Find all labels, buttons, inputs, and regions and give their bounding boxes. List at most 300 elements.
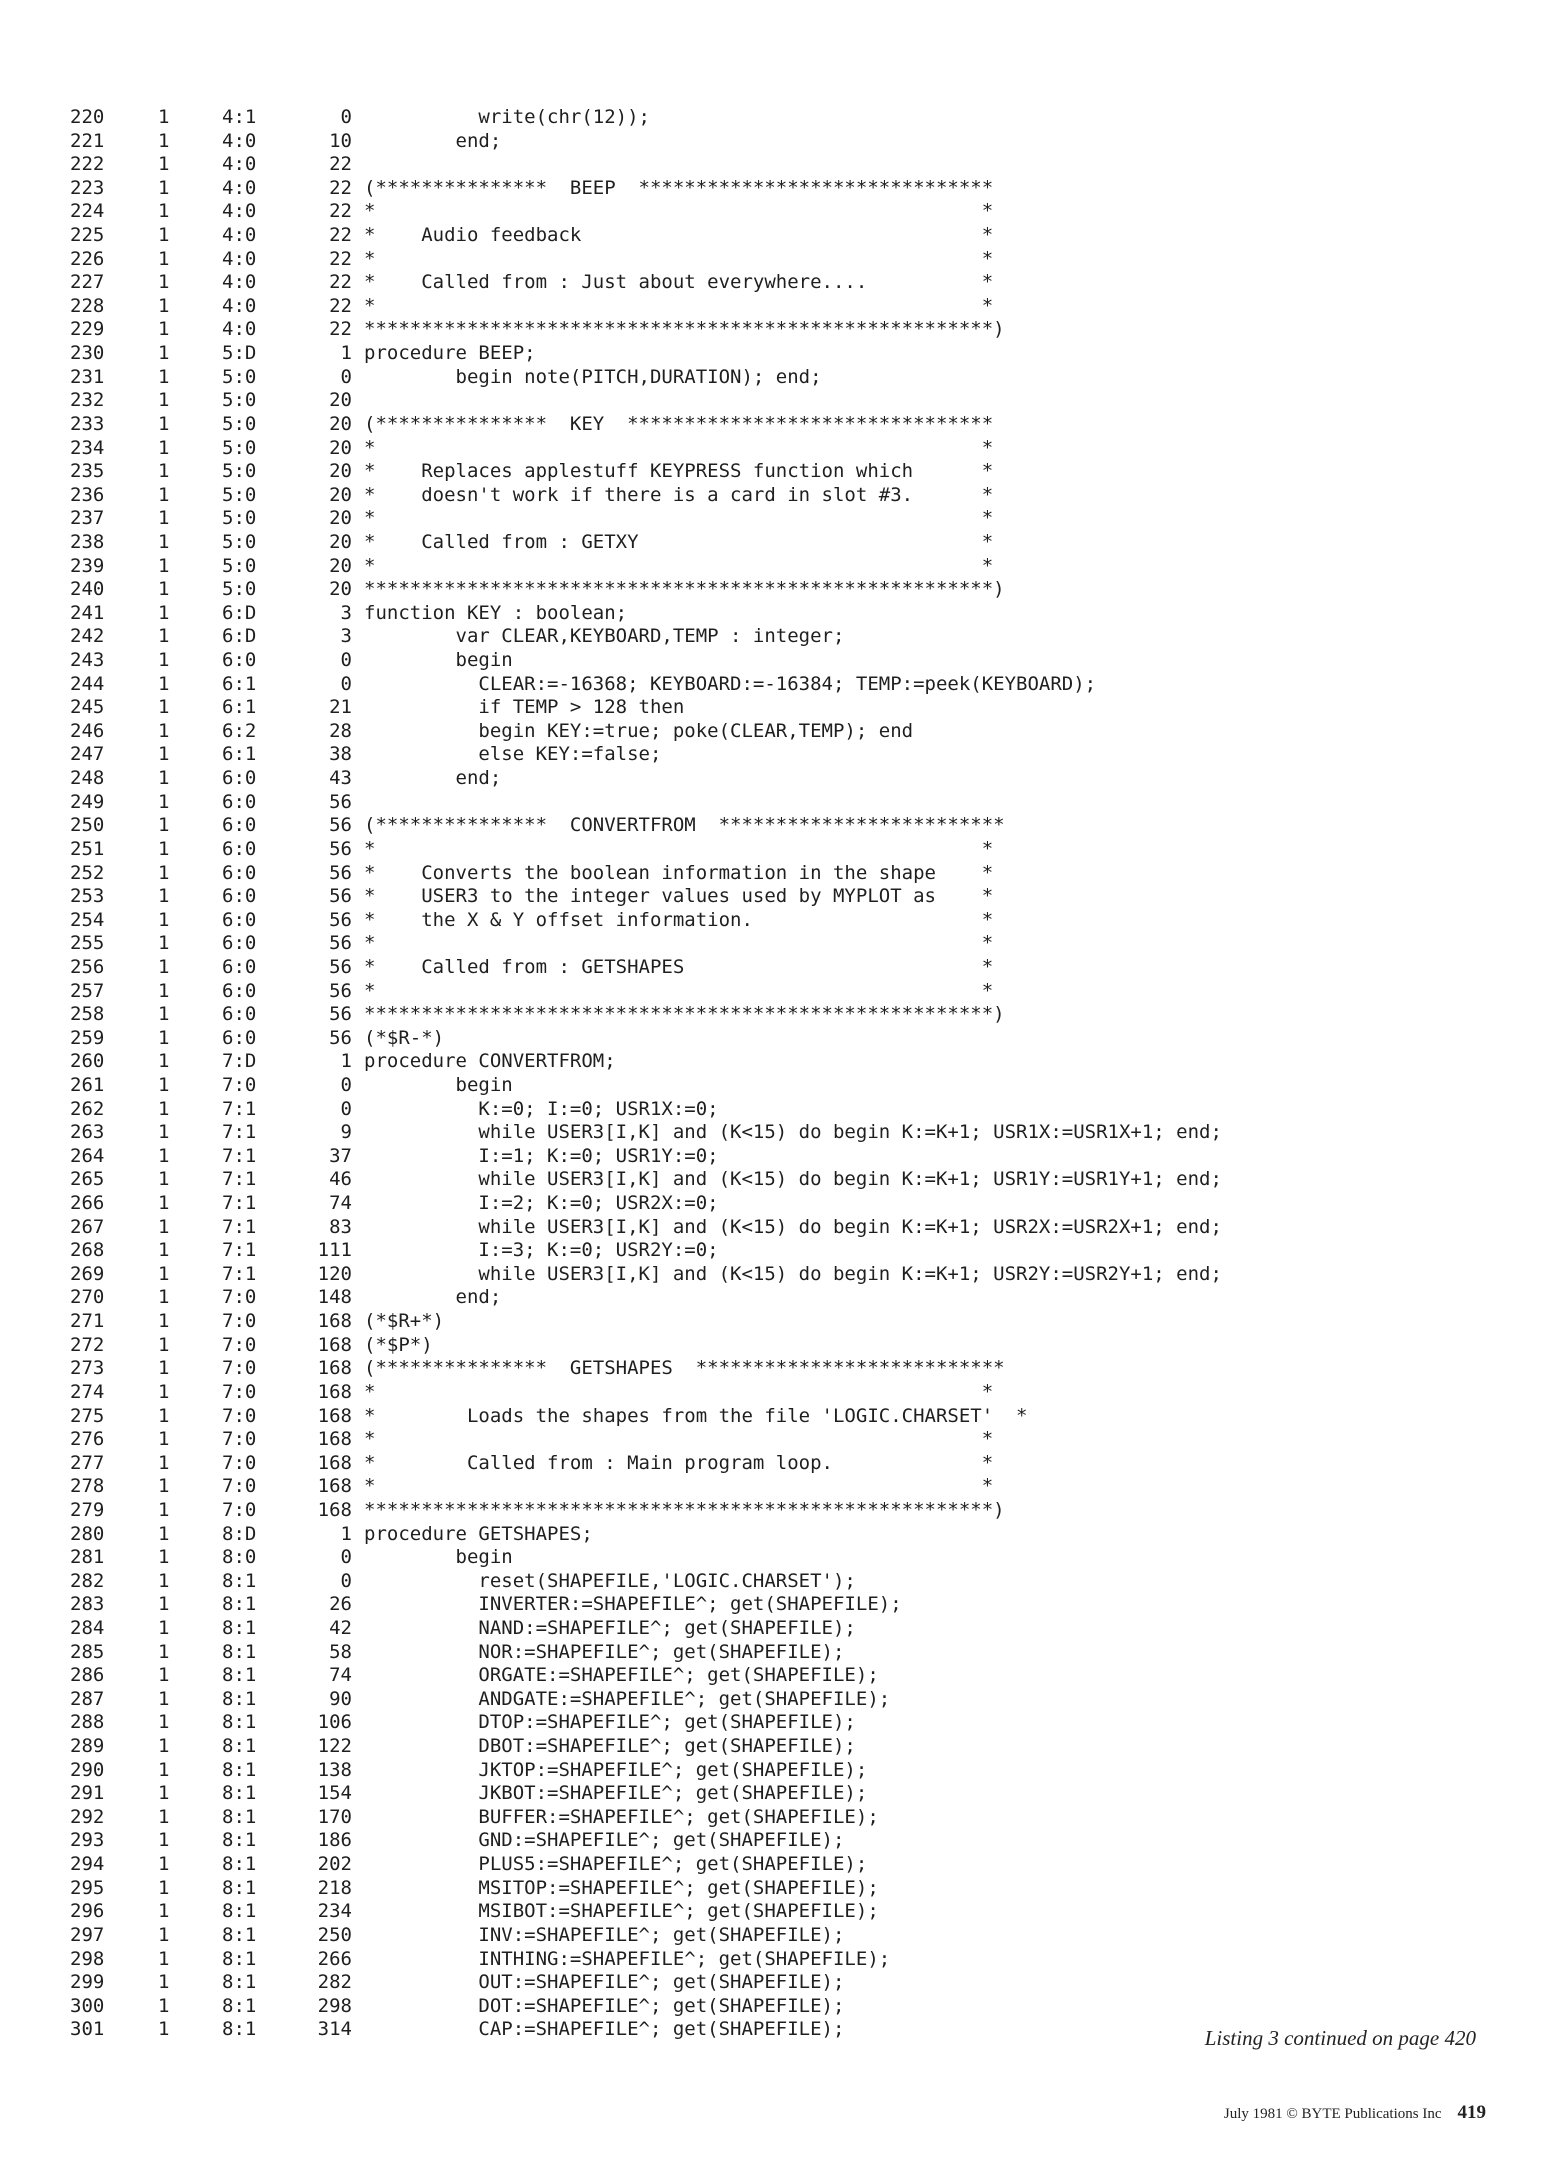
line-number: 259 xyxy=(70,1026,105,1049)
code-text: * * xyxy=(364,294,994,317)
code-offset: 0 xyxy=(340,649,352,672)
block-id: 6:0 xyxy=(222,1003,257,1026)
block-id: 4:0 xyxy=(222,294,257,317)
line-number: 263 xyxy=(70,1121,105,1144)
code-text: begin note(PITCH,DURATION); end; xyxy=(364,365,822,388)
block-id: 5:0 xyxy=(222,365,257,388)
block-id: 8:1 xyxy=(222,1805,257,1828)
code-text: CAP:=SHAPEFILE^; get(SHAPEFILE); xyxy=(364,2018,845,2041)
code-offset: 20 xyxy=(329,436,352,459)
nesting-level: 1 xyxy=(158,1994,170,2017)
block-id: 7:0 xyxy=(222,1333,257,1356)
code-offset: 20 xyxy=(329,483,352,506)
code-offset: 43 xyxy=(329,767,352,790)
nesting-level: 1 xyxy=(158,932,170,955)
nesting-level: 1 xyxy=(158,1829,170,1852)
block-id: 5:0 xyxy=(222,460,257,483)
block-id: 6:0 xyxy=(222,979,257,1002)
nesting-level: 1 xyxy=(158,436,170,459)
code-offset: 168 xyxy=(317,1380,352,1403)
code-offset: 56 xyxy=(329,861,352,884)
block-id: 8:1 xyxy=(222,1640,257,1663)
code-text: ANDGATE:=SHAPEFILE^; get(SHAPEFILE); xyxy=(364,1687,891,1710)
code-text: * * xyxy=(364,837,994,860)
code-offset: 168 xyxy=(317,1310,352,1333)
code-offset: 0 xyxy=(340,1546,352,1569)
nesting-level: 1 xyxy=(158,1923,170,1946)
code-offset: 3 xyxy=(340,601,352,624)
line-number: 247 xyxy=(70,743,105,766)
code-offset: 28 xyxy=(329,719,352,742)
line-number: 257 xyxy=(70,979,105,1002)
block-id: 8:1 xyxy=(222,1593,257,1616)
line-number: 290 xyxy=(70,1758,105,1781)
line-number: 236 xyxy=(70,483,105,506)
line-number: 254 xyxy=(70,908,105,931)
code-offset: 38 xyxy=(329,743,352,766)
nesting-level: 1 xyxy=(158,1947,170,1970)
code-text: function KEY : boolean; xyxy=(364,601,628,624)
line-number: 291 xyxy=(70,1782,105,1805)
nesting-level: 1 xyxy=(158,247,170,270)
code-offset: 22 xyxy=(329,318,352,341)
nesting-level: 1 xyxy=(158,979,170,1002)
nesting-level: 1 xyxy=(158,696,170,719)
code-offset: 20 xyxy=(329,412,352,435)
block-id: 8:1 xyxy=(222,1687,257,1710)
code-offset: 0 xyxy=(340,365,352,388)
code-text: CLEAR:=-16368; KEYBOARD:=-16384; TEMP:=peek(KEYBOARD); xyxy=(364,672,1097,695)
code-offset: 9 xyxy=(340,1121,352,1144)
code-offset: 56 xyxy=(329,979,352,1002)
line-number: 241 xyxy=(70,601,105,624)
block-id: 6:0 xyxy=(222,814,257,837)
code-text: reset(SHAPEFILE,'LOGIC.CHARSET'); xyxy=(364,1569,856,1592)
block-id: 6:D xyxy=(222,601,257,624)
code-text: procedure BEEP; xyxy=(364,342,536,365)
code-offset: 1 xyxy=(340,1050,352,1073)
block-id: 8:1 xyxy=(222,1923,257,1946)
nesting-level: 1 xyxy=(158,885,170,908)
code-offset: 1 xyxy=(340,342,352,365)
line-number: 248 xyxy=(70,767,105,790)
line-number: 289 xyxy=(70,1735,105,1758)
block-id: 8:1 xyxy=(222,1829,257,1852)
block-id: 8:1 xyxy=(222,1782,257,1805)
line-number: 224 xyxy=(70,200,105,223)
code-offset: 22 xyxy=(329,153,352,176)
block-id: 8:1 xyxy=(222,1994,257,2017)
nesting-level: 1 xyxy=(158,1262,170,1285)
nesting-level: 1 xyxy=(158,1475,170,1498)
code-text: INV:=SHAPEFILE^; get(SHAPEFILE); xyxy=(364,1923,845,1946)
nesting-level: 1 xyxy=(158,412,170,435)
code-offset: 138 xyxy=(317,1758,352,1781)
code-offset: 0 xyxy=(340,1569,352,1592)
code-offset: 21 xyxy=(329,696,352,719)
page-footer xyxy=(1224,2102,1486,2124)
nesting-level: 1 xyxy=(158,908,170,931)
code-offset: 234 xyxy=(317,1900,352,1923)
nesting-level: 1 xyxy=(158,200,170,223)
nesting-level: 1 xyxy=(158,1805,170,1828)
line-number: 243 xyxy=(70,649,105,672)
nesting-level: 1 xyxy=(158,2018,170,2041)
code-text: MSIBOT:=SHAPEFILE^; get(SHAPEFILE); xyxy=(364,1900,879,1923)
code-offset: 0 xyxy=(340,106,352,128)
nesting-level: 1 xyxy=(158,1664,170,1687)
line-number: 282 xyxy=(70,1569,105,1592)
nesting-level: 1 xyxy=(158,460,170,483)
code-text: var CLEAR,KEYBOARD,TEMP : integer; xyxy=(364,625,845,648)
code-text: * * xyxy=(364,200,994,223)
line-number: 279 xyxy=(70,1498,105,1521)
nesting-level: 1 xyxy=(158,1758,170,1781)
block-id: 8:1 xyxy=(222,1876,257,1899)
nesting-level: 1 xyxy=(158,1357,170,1380)
block-id: 6:0 xyxy=(222,1026,257,1049)
line-number: 242 xyxy=(70,625,105,648)
code-offset: 37 xyxy=(329,1144,352,1167)
code-offset: 20 xyxy=(329,554,352,577)
line-number: 281 xyxy=(70,1546,105,1569)
code-text: DBOT:=SHAPEFILE^; get(SHAPEFILE); xyxy=(364,1735,856,1758)
code-offset: 120 xyxy=(317,1262,352,1285)
nesting-level: 1 xyxy=(158,743,170,766)
code-offset: 168 xyxy=(317,1357,352,1380)
block-id: 8:1 xyxy=(222,1617,257,1639)
code-text: *******************************************************) xyxy=(364,1003,1005,1026)
block-id: 7:1 xyxy=(222,1215,257,1238)
code-offset: 42 xyxy=(329,1617,352,1639)
block-id: 6:0 xyxy=(222,885,257,908)
nesting-level: 1 xyxy=(158,106,170,128)
page-number: 419 xyxy=(1457,2102,1486,2123)
nesting-level: 1 xyxy=(158,719,170,742)
block-id: 4:0 xyxy=(222,176,257,199)
nesting-level: 1 xyxy=(158,1050,170,1073)
nesting-level: 1 xyxy=(158,1380,170,1403)
block-id: 6:0 xyxy=(222,955,257,978)
line-number: 276 xyxy=(70,1428,105,1451)
line-number: 266 xyxy=(70,1192,105,1215)
code-text: *******************************************************) xyxy=(364,1498,1005,1521)
nesting-level: 1 xyxy=(158,1876,170,1899)
code-text: (*************** CONVERTFROM ************************* xyxy=(364,814,1005,837)
nesting-level: 1 xyxy=(158,861,170,884)
block-id: 4:1 xyxy=(222,106,257,128)
block-id: 8:1 xyxy=(222,1711,257,1734)
nesting-level: 1 xyxy=(158,1900,170,1923)
line-number: 221 xyxy=(70,129,105,152)
nesting-level: 1 xyxy=(158,625,170,648)
code-text: I:=1; K:=0; USR1Y:=0; xyxy=(364,1144,719,1167)
code-text: procedure CONVERTFROM; xyxy=(364,1050,616,1073)
code-text: * Replaces applestuff KEYPRESS function which * xyxy=(364,460,994,483)
nesting-level: 1 xyxy=(158,1569,170,1592)
code-offset: 0 xyxy=(340,1097,352,1120)
line-number: 269 xyxy=(70,1262,105,1285)
block-id: 6:0 xyxy=(222,790,257,813)
code-text: BUFFER:=SHAPEFILE^; get(SHAPEFILE); xyxy=(364,1805,879,1828)
nesting-level: 1 xyxy=(158,601,170,624)
line-number: 293 xyxy=(70,1829,105,1852)
block-id: 7:1 xyxy=(222,1097,257,1120)
block-id: 6:0 xyxy=(222,767,257,790)
nesting-level: 1 xyxy=(158,365,170,388)
block-id: 4:0 xyxy=(222,271,257,294)
code-offset: 22 xyxy=(329,247,352,270)
code-offset: 56 xyxy=(329,932,352,955)
line-number: 292 xyxy=(70,1805,105,1828)
code-text: JKTOP:=SHAPEFILE^; get(SHAPEFILE); xyxy=(364,1758,868,1781)
code-offset: 56 xyxy=(329,837,352,860)
nesting-level: 1 xyxy=(158,153,170,176)
code-offset: 106 xyxy=(317,1711,352,1734)
code-offset: 26 xyxy=(329,1593,352,1616)
code-text: DOT:=SHAPEFILE^; get(SHAPEFILE); xyxy=(364,1994,845,2017)
nesting-level: 1 xyxy=(158,483,170,506)
line-number: 284 xyxy=(70,1617,105,1639)
code-text: begin xyxy=(364,1546,513,1569)
block-id: 6:0 xyxy=(222,837,257,860)
code-offset: 20 xyxy=(329,578,352,601)
nesting-level: 1 xyxy=(158,224,170,247)
line-number: 253 xyxy=(70,885,105,908)
line-number: 268 xyxy=(70,1239,105,1262)
nesting-level: 1 xyxy=(158,649,170,672)
code-text: begin KEY:=true; poke(CLEAR,TEMP); end xyxy=(364,719,914,742)
code-offset: 148 xyxy=(317,1286,352,1309)
code-offset: 20 xyxy=(329,389,352,412)
nesting-level: 1 xyxy=(158,1498,170,1521)
code-text: while USER3[I,K] and (K<15) do begin K:=K+1; USR1X:=USR1X+1; end; xyxy=(364,1121,1222,1144)
nesting-level: 1 xyxy=(158,176,170,199)
block-id: 8:1 xyxy=(222,1664,257,1687)
block-id: 8:0 xyxy=(222,1546,257,1569)
nesting-level: 1 xyxy=(158,814,170,837)
line-number: 278 xyxy=(70,1475,105,1498)
line-number: 223 xyxy=(70,176,105,199)
line-number: 256 xyxy=(70,955,105,978)
block-id: 7:1 xyxy=(222,1239,257,1262)
block-id: 6:1 xyxy=(222,696,257,719)
code-text: * * xyxy=(364,1428,994,1451)
code-text: end; xyxy=(364,1286,502,1309)
nesting-level: 1 xyxy=(158,1097,170,1120)
block-id: 8:1 xyxy=(222,1947,257,1970)
block-id: 7:1 xyxy=(222,1144,257,1167)
nesting-level: 1 xyxy=(158,1546,170,1569)
block-id: 6:0 xyxy=(222,861,257,884)
line-number: 250 xyxy=(70,814,105,837)
code-offset: 168 xyxy=(317,1498,352,1521)
code-offset: 10 xyxy=(329,129,352,152)
code-offset: 168 xyxy=(317,1428,352,1451)
line-number: 265 xyxy=(70,1168,105,1191)
line-number: 232 xyxy=(70,389,105,412)
nesting-level: 1 xyxy=(158,1711,170,1734)
code-text: * Converts the boolean information in the shape * xyxy=(364,861,994,884)
code-offset: 186 xyxy=(317,1829,352,1852)
block-id: 5:0 xyxy=(222,507,257,530)
code-text: INVERTER:=SHAPEFILE^; get(SHAPEFILE); xyxy=(364,1593,902,1616)
block-id: 4:0 xyxy=(222,153,257,176)
line-number: 295 xyxy=(70,1876,105,1899)
code-offset: 22 xyxy=(329,271,352,294)
nesting-level: 1 xyxy=(158,1522,170,1545)
line-number: 294 xyxy=(70,1853,105,1876)
code-offset: 168 xyxy=(317,1475,352,1498)
nesting-level: 1 xyxy=(158,955,170,978)
block-id: 7:1 xyxy=(222,1121,257,1144)
block-id: 7:1 xyxy=(222,1168,257,1191)
code-text: PLUS5:=SHAPEFILE^; get(SHAPEFILE); xyxy=(364,1853,868,1876)
code-offset: 250 xyxy=(317,1923,352,1946)
line-number: 277 xyxy=(70,1451,105,1474)
code-offset: 168 xyxy=(317,1404,352,1427)
code-text: else KEY:=false; xyxy=(364,743,662,766)
line-number: 301 xyxy=(70,2018,105,2041)
nesting-level: 1 xyxy=(158,554,170,577)
code-offset: 58 xyxy=(329,1640,352,1663)
code-text: NOR:=SHAPEFILE^; get(SHAPEFILE); xyxy=(364,1640,845,1663)
block-id: 8:1 xyxy=(222,1900,257,1923)
line-number: 261 xyxy=(70,1073,105,1096)
code-text: * doesn't work if there is a card in slot #3. * xyxy=(364,483,994,506)
block-id: 4:0 xyxy=(222,200,257,223)
nesting-level: 1 xyxy=(158,1428,170,1451)
code-offset: 20 xyxy=(329,530,352,553)
code-offset: 168 xyxy=(317,1333,352,1356)
code-text: ORGATE:=SHAPEFILE^; get(SHAPEFILE); xyxy=(364,1664,879,1687)
line-number: 297 xyxy=(70,1923,105,1946)
code-offset: 22 xyxy=(329,200,352,223)
code-offset: 56 xyxy=(329,814,352,837)
code-offset: 22 xyxy=(329,224,352,247)
code-offset: 154 xyxy=(317,1782,352,1805)
nesting-level: 1 xyxy=(158,1451,170,1474)
line-number: 300 xyxy=(70,1994,105,2017)
block-id: 5:0 xyxy=(222,389,257,412)
line-number: 228 xyxy=(70,294,105,317)
code-text: (*$P*) xyxy=(364,1333,433,1356)
nesting-level: 1 xyxy=(158,578,170,601)
code-text: MSITOP:=SHAPEFILE^; get(SHAPEFILE); xyxy=(364,1876,879,1899)
block-id: 7:0 xyxy=(222,1451,257,1474)
nesting-level: 1 xyxy=(158,1026,170,1049)
line-number: 246 xyxy=(70,719,105,742)
block-id: 4:0 xyxy=(222,224,257,247)
code-text: * Called from : GETXY * xyxy=(364,530,994,553)
nesting-level: 1 xyxy=(158,1640,170,1663)
code-text: * * xyxy=(364,932,994,955)
block-id: 5:0 xyxy=(222,530,257,553)
line-number: 238 xyxy=(70,530,105,553)
footer-date-publisher: July 1981 © BYTE Publications Inc xyxy=(1223,2106,1442,2122)
block-id: 7:0 xyxy=(222,1428,257,1451)
code-offset: 56 xyxy=(329,908,352,931)
code-offset: 56 xyxy=(329,885,352,908)
line-number: 271 xyxy=(70,1310,105,1333)
line-number: 267 xyxy=(70,1215,105,1238)
code-text: * * xyxy=(364,247,994,270)
nesting-level: 1 xyxy=(158,1735,170,1758)
block-id: 8:1 xyxy=(222,1853,257,1876)
line-number: 275 xyxy=(70,1404,105,1427)
line-number: 264 xyxy=(70,1144,105,1167)
code-text: write(chr(12)); xyxy=(364,106,650,128)
code-offset: 56 xyxy=(329,1026,352,1049)
code-text: (*************** KEY ******************************** xyxy=(364,412,994,435)
code-offset: 122 xyxy=(317,1735,352,1758)
code-text: (*$R+*) xyxy=(364,1310,445,1333)
block-id: 7:0 xyxy=(222,1073,257,1096)
line-number: 249 xyxy=(70,790,105,813)
nesting-level: 1 xyxy=(158,1215,170,1238)
nesting-level: 1 xyxy=(158,1853,170,1876)
nesting-level: 1 xyxy=(158,1168,170,1191)
block-id: 5:0 xyxy=(222,578,257,601)
code-offset: 314 xyxy=(317,2018,352,2041)
line-number: 280 xyxy=(70,1522,105,1545)
nesting-level: 1 xyxy=(158,1286,170,1309)
line-number: 237 xyxy=(70,507,105,530)
code-offset: 170 xyxy=(317,1805,352,1828)
line-number: 234 xyxy=(70,436,105,459)
code-text: NAND:=SHAPEFILE^; get(SHAPEFILE); xyxy=(364,1617,856,1639)
line-number: 273 xyxy=(70,1357,105,1380)
line-number: 286 xyxy=(70,1664,105,1687)
line-number: 285 xyxy=(70,1640,105,1663)
code-text: if TEMP > 128 then xyxy=(364,696,685,719)
code-text: *******************************************************) xyxy=(364,318,1005,341)
code-text: * Called from : GETSHAPES * xyxy=(364,955,994,978)
nesting-level: 1 xyxy=(158,767,170,790)
code-text: * the X & Y offset information. * xyxy=(364,908,994,931)
block-id: 6:1 xyxy=(222,672,257,695)
block-id: 7:1 xyxy=(222,1192,257,1215)
line-number: 226 xyxy=(70,247,105,270)
code-offset: 1 xyxy=(340,1522,352,1545)
block-id: 7:1 xyxy=(222,1262,257,1285)
nesting-level: 1 xyxy=(158,318,170,341)
code-text: * USER3 to the integer values used by MYPLOT as * xyxy=(364,885,994,908)
code-text: K:=0; I:=0; USR1X:=0; xyxy=(364,1097,719,1120)
block-id: 6:D xyxy=(222,625,257,648)
block-id: 7:0 xyxy=(222,1380,257,1403)
nesting-level: 1 xyxy=(158,1593,170,1616)
line-number: 240 xyxy=(70,578,105,601)
code-offset: 0 xyxy=(340,1073,352,1096)
nesting-level: 1 xyxy=(158,1782,170,1805)
line-number: 270 xyxy=(70,1286,105,1309)
line-number: 299 xyxy=(70,1971,105,1994)
code-offset: 74 xyxy=(329,1664,352,1687)
nesting-level: 1 xyxy=(158,530,170,553)
line-number: 227 xyxy=(70,271,105,294)
code-text: * Called from : Just about everywhere.... * xyxy=(364,271,994,294)
code-text: * * xyxy=(364,1475,994,1498)
code-text: procedure GETSHAPES; xyxy=(364,1522,593,1545)
block-id: 8:1 xyxy=(222,2018,257,2041)
block-id: 5:0 xyxy=(222,483,257,506)
line-number: 244 xyxy=(70,672,105,695)
block-id: 6:0 xyxy=(222,908,257,931)
nesting-level: 1 xyxy=(158,1333,170,1356)
nesting-level: 1 xyxy=(158,1192,170,1215)
code-text: * Loads the shapes from the file 'LOGIC.CHARSET' * xyxy=(364,1404,1028,1427)
